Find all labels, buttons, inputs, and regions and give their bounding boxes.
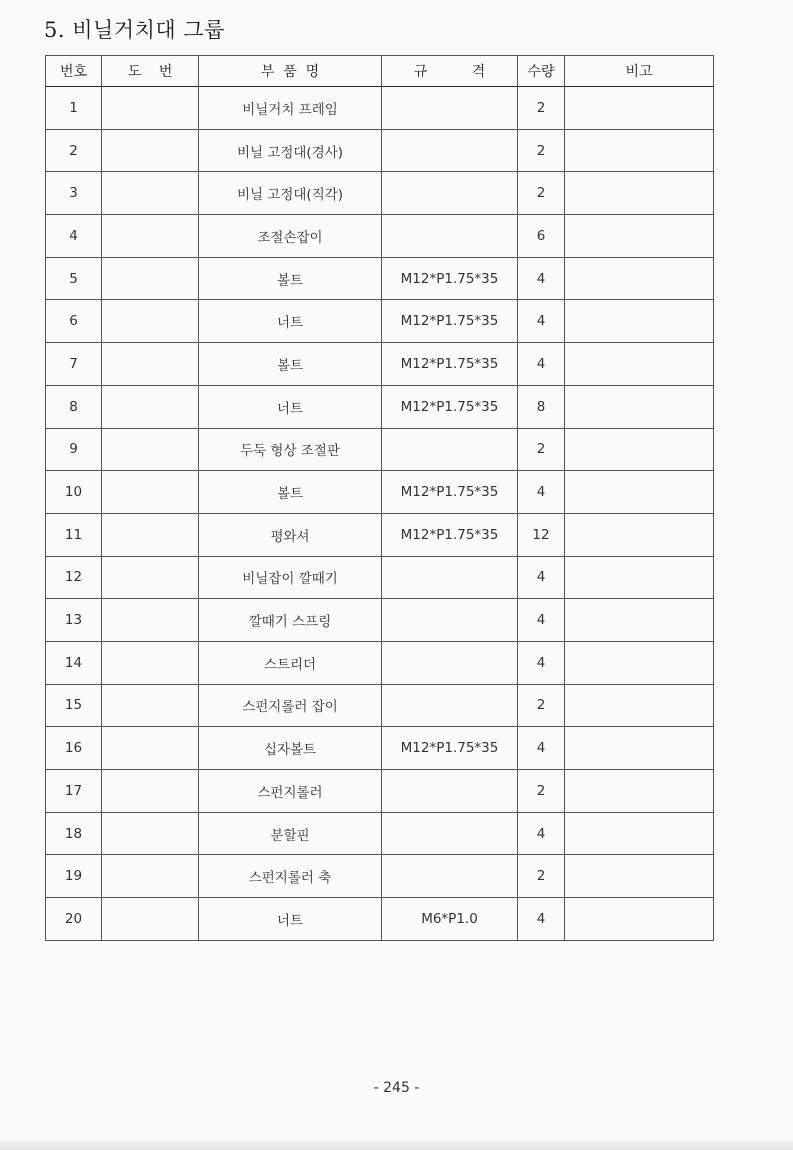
cell-part-name: 볼트 [199, 257, 382, 300]
scan-edge [0, 1140, 793, 1150]
cell-drawing-number [102, 898, 199, 941]
cell-drawing-number [102, 641, 199, 684]
cell-quantity: 4 [518, 599, 565, 642]
header-part-name: 부 품 명 [199, 56, 382, 87]
table-row [46, 257, 714, 300]
cell-specification: M12*P1.75*35 [382, 385, 518, 428]
cell-quantity: 4 [518, 471, 565, 514]
cell-specification: M12*P1.75*35 [382, 257, 518, 300]
cell-specification: M12*P1.75*35 [382, 513, 518, 556]
cell-specification [382, 87, 518, 130]
cell-part-name: 십자볼트 [199, 727, 382, 770]
cell-no: 8 [46, 385, 102, 428]
cell-part-name: 비닐잡이 깔때기 [199, 556, 382, 599]
cell-specification [382, 556, 518, 599]
cell-remark [565, 87, 714, 130]
table-row [46, 556, 714, 599]
cell-drawing-number [102, 727, 199, 770]
cell-quantity: 4 [518, 257, 565, 300]
parts-table-body [46, 87, 714, 941]
cell-quantity: 4 [518, 343, 565, 386]
cell-part-name: 조절손잡이 [199, 215, 382, 258]
cell-quantity: 2 [518, 855, 565, 898]
cell-remark [565, 343, 714, 386]
cell-quantity: 4 [518, 812, 565, 855]
cell-quantity: 4 [518, 727, 565, 770]
cell-drawing-number [102, 513, 199, 556]
cell-part-name: 너트 [199, 300, 382, 343]
cell-specification [382, 641, 518, 684]
cell-remark [565, 727, 714, 770]
table-row [46, 770, 714, 813]
table-row [46, 129, 714, 172]
cell-part-name: 평와셔 [199, 513, 382, 556]
cell-part-name: 분할핀 [199, 812, 382, 855]
table-row [46, 812, 714, 855]
cell-remark [565, 257, 714, 300]
cell-remark [565, 428, 714, 471]
cell-remark [565, 129, 714, 172]
cell-drawing-number [102, 385, 199, 428]
cell-specification [382, 812, 518, 855]
page-number: - 245 - [373, 1080, 420, 1096]
cell-quantity: 2 [518, 172, 565, 215]
table-row [46, 898, 714, 941]
cell-no: 18 [46, 812, 102, 855]
header-specification: 규 격 [382, 56, 518, 87]
table-row [46, 684, 714, 727]
cell-no: 13 [46, 599, 102, 642]
table-row [46, 599, 714, 642]
table-row [46, 727, 714, 770]
table-row [46, 343, 714, 386]
cell-specification: M12*P1.75*35 [382, 343, 518, 386]
cell-remark [565, 385, 714, 428]
cell-drawing-number [102, 172, 199, 215]
cell-no: 9 [46, 428, 102, 471]
cell-no: 3 [46, 172, 102, 215]
cell-part-name: 볼트 [199, 343, 382, 386]
cell-part-name: 스펀지롤러 [199, 770, 382, 813]
table-row [46, 172, 714, 215]
table-row [46, 428, 714, 471]
cell-remark [565, 855, 714, 898]
cell-specification [382, 172, 518, 215]
cell-no: 15 [46, 684, 102, 727]
cell-specification [382, 129, 518, 172]
cell-remark [565, 898, 714, 941]
cell-part-name: 스트리더 [199, 641, 382, 684]
cell-no: 1 [46, 87, 102, 130]
cell-quantity: 2 [518, 428, 565, 471]
cell-no: 6 [46, 300, 102, 343]
cell-quantity: 8 [518, 385, 565, 428]
table-row [46, 641, 714, 684]
cell-quantity: 4 [518, 898, 565, 941]
cell-no: 14 [46, 641, 102, 684]
cell-part-name: 너트 [199, 898, 382, 941]
cell-drawing-number [102, 428, 199, 471]
cell-no: 7 [46, 343, 102, 386]
cell-quantity: 2 [518, 770, 565, 813]
table-row [46, 855, 714, 898]
cell-part-name: 스펀지롤러 축 [199, 855, 382, 898]
cell-specification [382, 855, 518, 898]
cell-remark [565, 770, 714, 813]
cell-quantity: 4 [518, 641, 565, 684]
cell-quantity: 4 [518, 300, 565, 343]
cell-drawing-number [102, 684, 199, 727]
cell-remark [565, 513, 714, 556]
cell-part-name: 볼트 [199, 471, 382, 514]
page-title: 5. 비닐거치대 그룹 [44, 18, 225, 42]
cell-part-name: 두둑 형상 조절판 [199, 428, 382, 471]
cell-drawing-number [102, 770, 199, 813]
cell-no: 12 [46, 556, 102, 599]
cell-no: 16 [46, 727, 102, 770]
cell-remark [565, 684, 714, 727]
cell-part-name: 비닐 고정대(경사) [199, 129, 382, 172]
cell-remark [565, 215, 714, 258]
cell-remark [565, 471, 714, 514]
cell-drawing-number [102, 129, 199, 172]
cell-drawing-number [102, 87, 199, 130]
table-row [46, 385, 714, 428]
cell-specification: M6*P1.0 [382, 898, 518, 941]
cell-no: 20 [46, 898, 102, 941]
cell-drawing-number [102, 812, 199, 855]
cell-remark [565, 556, 714, 599]
cell-remark [565, 641, 714, 684]
cell-no: 11 [46, 513, 102, 556]
cell-remark [565, 599, 714, 642]
cell-drawing-number [102, 599, 199, 642]
cell-no: 10 [46, 471, 102, 514]
cell-drawing-number [102, 556, 199, 599]
table-row [46, 471, 714, 514]
table-row [46, 87, 714, 130]
table-row [46, 513, 714, 556]
cell-no: 17 [46, 770, 102, 813]
header-remark: 비고 [565, 56, 714, 87]
cell-part-name: 너트 [199, 385, 382, 428]
cell-quantity: 12 [518, 513, 565, 556]
table-row [46, 300, 714, 343]
cell-no: 5 [46, 257, 102, 300]
cell-drawing-number [102, 343, 199, 386]
cell-drawing-number [102, 215, 199, 258]
cell-no: 4 [46, 215, 102, 258]
cell-drawing-number [102, 471, 199, 514]
cell-quantity: 2 [518, 684, 565, 727]
table-row [46, 215, 714, 258]
cell-drawing-number [102, 300, 199, 343]
cell-specification: M12*P1.75*35 [382, 300, 518, 343]
cell-remark [565, 172, 714, 215]
header-drawing-number: 도 번 [102, 56, 199, 87]
cell-drawing-number [102, 855, 199, 898]
cell-quantity: 6 [518, 215, 565, 258]
cell-specification [382, 684, 518, 727]
cell-part-name: 깔때기 스프링 [199, 599, 382, 642]
cell-quantity: 2 [518, 87, 565, 130]
cell-part-name: 비닐 고정대(직각) [199, 172, 382, 215]
cell-no: 2 [46, 129, 102, 172]
cell-remark [565, 812, 714, 855]
header-no: 번호 [46, 56, 102, 87]
cell-part-name: 스펀지롤러 잡이 [199, 684, 382, 727]
header-quantity: 수량 [518, 56, 565, 87]
cell-specification: M12*P1.75*35 [382, 727, 518, 770]
cell-specification [382, 599, 518, 642]
cell-quantity: 4 [518, 556, 565, 599]
cell-no: 19 [46, 855, 102, 898]
cell-part-name: 비닐거치 프레임 [199, 87, 382, 130]
cell-quantity: 2 [518, 129, 565, 172]
cell-remark [565, 300, 714, 343]
cell-drawing-number [102, 257, 199, 300]
cell-specification: M12*P1.75*35 [382, 471, 518, 514]
cell-specification [382, 770, 518, 813]
table-header-row [46, 56, 714, 87]
parts-table [45, 55, 714, 941]
cell-specification [382, 215, 518, 258]
cell-specification [382, 428, 518, 471]
